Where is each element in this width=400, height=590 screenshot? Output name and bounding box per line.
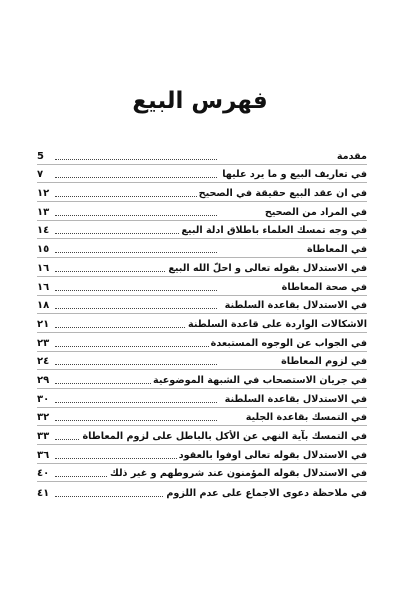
- toc-entry-title: في تعاريف البيع و ما يرد عليها: [222, 169, 367, 181]
- toc-entry: [37, 333, 367, 352]
- dot-leader: [55, 290, 217, 291]
- toc-entry-page-number: ٣٦: [37, 449, 50, 461]
- dot-leader: [55, 252, 217, 253]
- toc-entry-title: في جريان الاستصحاب في الشبهة الموضوعية: [153, 374, 367, 386]
- toc-entry-title: في ملاحظة دعوى الاجماع على عدم اللزوم: [166, 488, 367, 500]
- toc-entry-page-number: ١٥: [37, 244, 50, 256]
- toc-entry: [37, 482, 367, 501]
- toc-entry-page-number: ١٣: [37, 206, 50, 218]
- toc-entry: [37, 277, 367, 296]
- toc-entry-page-number: 5: [37, 150, 44, 162]
- toc-entry: [37, 296, 367, 315]
- toc-entry-title: في الاستدلال بقوله تعالى و احلّ الله البيع: [168, 262, 367, 274]
- toc-entry-title: الاشكالات الواردة على قاعدة السلطنة: [188, 318, 367, 330]
- table-of-contents: [37, 146, 367, 501]
- dot-leader: [55, 402, 217, 403]
- toc-entry-title: في المعاطاة: [307, 244, 367, 256]
- toc-entry: [37, 258, 367, 277]
- toc-entry: [37, 239, 367, 258]
- toc-entry-page-number: ٣٠: [37, 393, 50, 405]
- toc-entry: [37, 314, 367, 333]
- toc-entry-title: في التمسك بقاعدة الجلية: [245, 412, 367, 424]
- toc-entry: [37, 165, 367, 184]
- dot-leader: [55, 215, 217, 216]
- toc-entry-page-number: ٧: [37, 169, 44, 181]
- toc-entry-page-number: ٢٤: [37, 356, 50, 368]
- toc-entry: [37, 146, 367, 165]
- dot-leader: [55, 196, 217, 197]
- toc-entry: [37, 389, 367, 408]
- dot-leader: [55, 420, 217, 421]
- toc-entry-page-number: ٤١: [37, 488, 50, 500]
- toc-entry-page-number: ١٦: [37, 262, 50, 274]
- toc-entry: [37, 202, 367, 221]
- toc-entry: [37, 464, 367, 483]
- toc-entry-title: في لزوم المعاطاة: [281, 356, 367, 368]
- toc-entry: [37, 408, 367, 427]
- toc-entry-title: في وجه تمسك العلماء باطلاق ادلة البيع: [181, 225, 367, 237]
- dot-leader: [55, 159, 217, 160]
- toc-entry-title: في ان عقد البيع حقيقة في الصحيح: [198, 188, 367, 200]
- toc-entry-title: في الاستدلال بقوله المؤمنون عند شروطهم و غير ذلك: [110, 468, 367, 480]
- toc-entry-title: مقدمة: [336, 150, 367, 162]
- toc-entry-title: في الاستدلال بقاعدة السلطنة: [224, 393, 367, 405]
- dot-leader: [55, 364, 217, 365]
- toc-entry-page-number: ٣٢: [37, 412, 50, 424]
- toc-entry-page-number: ٢٣: [37, 337, 50, 349]
- dot-leader: [55, 346, 217, 347]
- toc-entry: [37, 183, 367, 202]
- toc-entry-title: في الجواب عن الوجوه المستبعدة: [210, 337, 367, 349]
- toc-entry-page-number: ١٢: [37, 188, 50, 200]
- dot-leader: [55, 308, 217, 309]
- toc-entry: [37, 221, 367, 240]
- toc-entry-page-number: ٢٩: [37, 374, 50, 386]
- toc-entry-page-number: ١٨: [37, 300, 50, 312]
- toc-entry: [37, 445, 367, 464]
- toc-entry-page-number: ٤٠: [37, 468, 50, 480]
- toc-entry-page-number: ٢١: [37, 318, 50, 330]
- toc-entry: [37, 370, 367, 389]
- toc-entry-title: في صحة المعاطاة: [281, 281, 367, 293]
- toc-entry: [37, 426, 367, 445]
- page-title: فهرس البيع: [132, 88, 268, 114]
- toc-entry-title: في الاستدلال بقوله تعالى اوفوا بالعقود: [178, 449, 367, 461]
- toc-entry-page-number: ١٤: [37, 225, 50, 237]
- toc-entry-page-number: ٣٣: [37, 431, 50, 442]
- toc-entry-title: في الاستدلال بقاعدة السلطنة: [224, 300, 367, 312]
- toc-entry-title: في المراد من الصحيح: [264, 206, 367, 218]
- toc-entry: [37, 352, 367, 371]
- toc-entry-title: في التمسك بآية النهي عن الأكل بالباطل على لزوم المعاطاة: [82, 431, 367, 442]
- toc-entry-page-number: ١٦: [37, 281, 50, 293]
- dot-leader: [55, 177, 217, 178]
